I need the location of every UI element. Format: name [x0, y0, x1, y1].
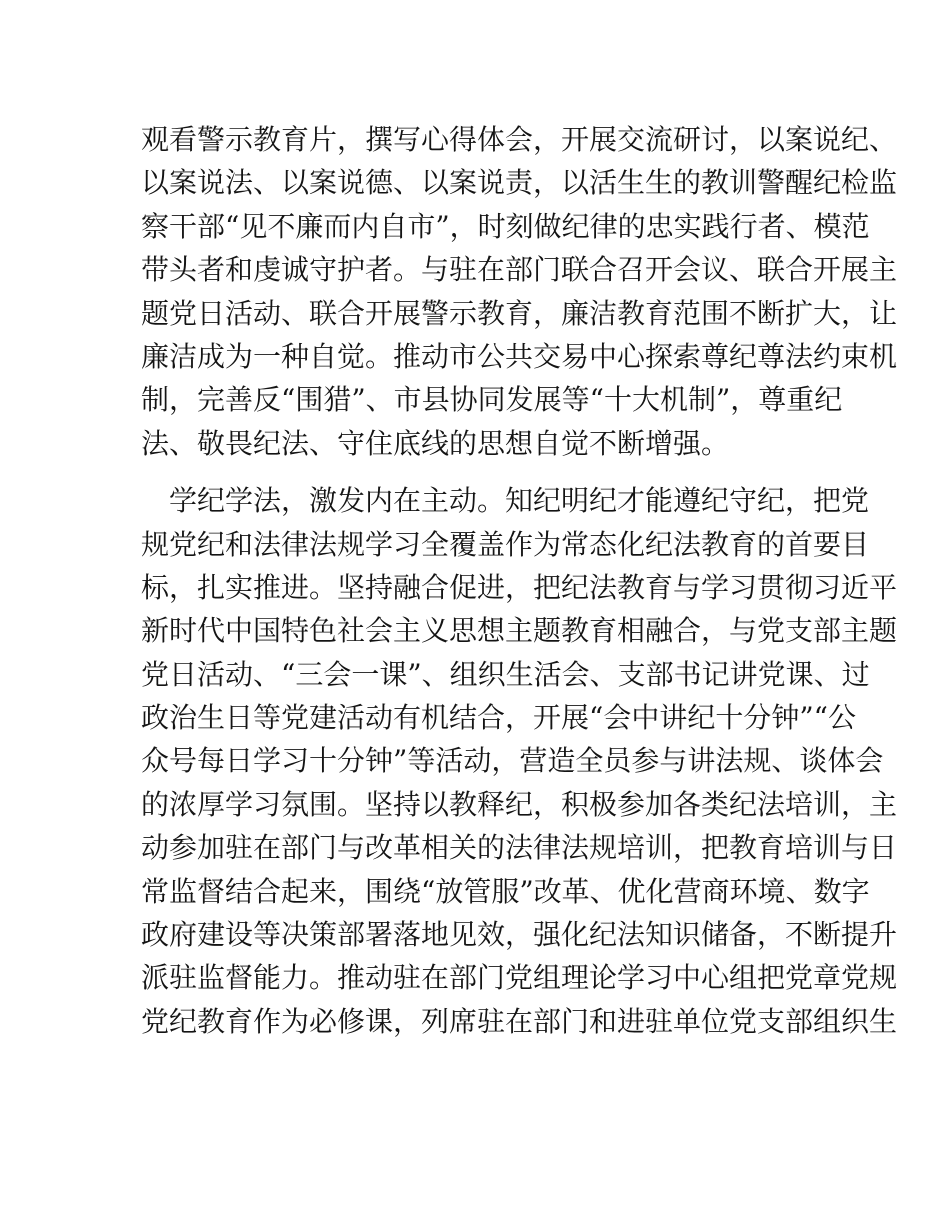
text-line: 的浓厚学习氛围。坚持以教释纪，积极参加各类纪法培训，主: [141, 787, 898, 821]
text-line: 廉洁成为一种自觉。推动市公共交易中心探索尊纪尊法约束机: [141, 339, 898, 373]
text-line: 新时代中国特色社会主义思想主题教育相融合，与党支部主题: [141, 614, 898, 648]
text-line: 党纪教育作为必修课，列席驻在部门和进驻单位党支部组织生: [141, 1004, 898, 1038]
text-line: 政府建设等决策部署落地见效，强化纪法知识储备，不断提升: [141, 918, 898, 952]
text-line: 察干部“见不廉而内自市”，时刻做纪律的忠实践行者、模范: [141, 209, 870, 243]
text-line: 标，扎实推进。坚持融合促进，把纪法教育与学习贯彻习近平: [141, 570, 898, 604]
document-body: [141, 118, 898, 1043]
text-line: 学纪学法，激发内在主动。知纪明纪才能遵纪守纪，把党: [141, 484, 870, 518]
text-line: 党日活动、“三会一课”、组织生活会、支部书记讲党课、过: [141, 657, 870, 691]
text-line: 题党日活动、联合开展警示教育，廉洁教育范围不断扩大，让: [141, 296, 898, 330]
text-line: 法、敬畏纪法、守住底线的思想自觉不断增强。: [141, 426, 730, 460]
text-line: 带头者和虔诚守护者。与驻在部门联合召开会议、联合开展主: [141, 253, 898, 287]
text-line: 政治生日等党建活动有机结合，开展“会中讲纪十分钟”“公: [141, 701, 856, 735]
paragraph-spacer: [141, 465, 821, 479]
text-line: 以案说法、以案说德、以案说责，以活生生的教训警醒纪检监: [141, 166, 898, 200]
text-line: 动参加驻在部门与改革相关的法律法规培训，把教育培训与日: [141, 831, 898, 865]
paragraph-1: [141, 118, 898, 465]
text-line: 常监督结合起来，围绕“放管服”改革、优化营商环境、数字: [141, 874, 870, 908]
text-line: 派驻监督能力。推动驻在部门党组理论学习中心组把党章党规: [141, 961, 898, 995]
text-line: 观看警示教育片，撰写心得体会，开展交流研讨，以案说纪、: [141, 123, 898, 156]
text-line: 制，完善反“围猎”、市县协同发展等“十大机制”，尊重纪: [141, 383, 843, 417]
text-line: 众号每日学习十分钟”等活动，营造全员参与讲法规、谈体会: [141, 744, 884, 778]
paragraph-2: [141, 479, 898, 1043]
text-line: 规党纪和法律法规学习全覆盖作为常态化纪法教育的首要目: [141, 527, 870, 561]
